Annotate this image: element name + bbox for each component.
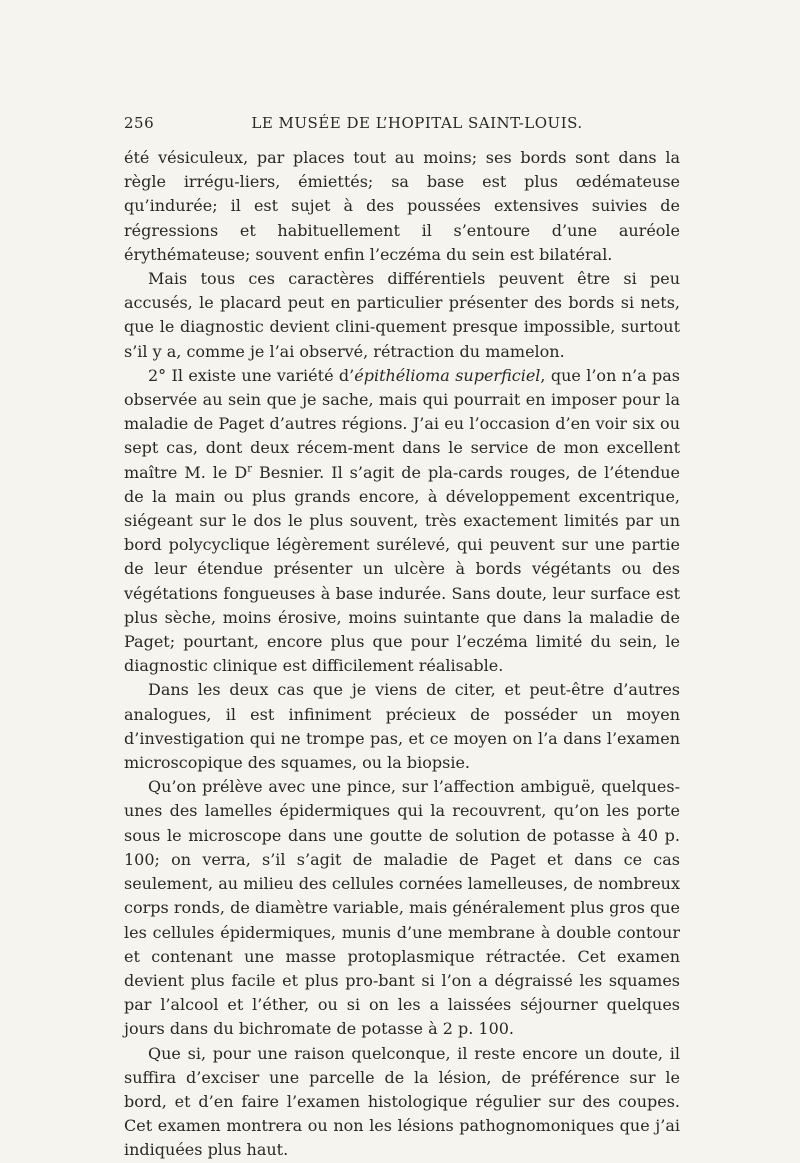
paragraph-4: Dans les deux cas que je viens de citer, et peut-être d’autres analogues, il est infiniment précieux de posséder un moyen d’investigation qui ne trompe pas, et ce moyen on l’a dans l’examen microscopique des squames, ou la biopsie.: [124, 680, 680, 773]
paragraph-3-text-a: 2° Il existe une variété d’: [148, 365, 355, 385]
paragraph-3: [124, 364, 680, 679]
page-number: 256: [124, 114, 155, 132]
paragraph-3-text-b: , que l’on n’a pas observée au sein que je sache, mais qui pourrait en imposer pour la maladie de Paget d’autres régions. J’ai eu l’occasion d’en voir six ou sept cas, dont deux récem-ment dans le service de mon excellent maître M. le D: [124, 365, 681, 482]
paragraph-5: Qu’on prélève avec une pince, sur l’affection ambiguë, quelques-unes des lamelles épidermiques qui la recouvrent, qu’on les porte sous le microscope dans une goutte de solution de potasse à 40 p. 100; on verra, s’il s’agit de maladie de Paget et dans ce cas seulement, au milieu des cellules cornées lamelleuses, de nombreux corps ronds, de diamètre variable, mais généralement plus gros que les cellules épidermiques, munis d’une membrane à double contour et contenant une masse protoplasmique rétractée. Cet examen devient plus facile et plus pro-bant si l’on a dégraissé les squames par l’alcool et l’éther, ou si on les a laissées séjourner quelques jours dans du bichromate de potasse à 2 p. 100.: [124, 777, 680, 1039]
body-text: [124, 146, 680, 1163]
doctor-abbrev-superscript: r: [247, 463, 252, 475]
paragraph-2: Mais tous ces caractères différentiels peuvent être si peu accusés, le placard peut en particulier présenter des bords si nets, que le diagnostic devient clini-quement presque impossible, surtout s’il y a, comme je l’ai observé, rétraction du mamelon.: [124, 269, 680, 361]
paragraph-1: été vésiculeux, par places tout au moins; ses bords sont dans la règle irrégu-liers, émiettés; sa base est plus œdémateuse qu’indurée; il est sujet à des poussées extensives suivies de régressions et habituellement il s’entoure d’une auréole érythémateuse; souvent enfin l’eczéma du sein est bilatéral.: [124, 148, 680, 264]
paragraph-3-text-c: Besnier. Il s’agit de pla-cards rouges, de l’étendue de la main ou plus grands encore, à développement excentrique, siégeant sur le dos le plus souvent, très exactement limités par un bord polycyclique légèrement surélevé, qui peuvent sur une partie de leur étendue présenter un ulcère à bords végétants ou des végétations fongueuses à base indurée. Sans doute, leur surface est plus sèche, moins érosive, moins suintante que dans la maladie de Paget; pourtant, encore plus que pour l’eczéma limité du sein, le diagnostic clinique est difficilement réalisable.: [124, 462, 680, 676]
page-header: [124, 114, 680, 134]
running-title: LE MUSÉE DE L’HOPITAL SAINT-LOUIS.: [251, 114, 583, 132]
paragraph-6: Que si, pour une raison quelconque, il reste encore un doute, il suffira d’exciser une parcelle de la lésion, de préférence sur le bord, et d’en faire l’examen histologique régulier sur des coupes. Cet examen montrera ou non les lésions pathognomoniques que j’ai indiquées plus haut.: [124, 1043, 680, 1160]
paragraph-3-italic-term: épithélioma superficiel: [354, 365, 541, 385]
